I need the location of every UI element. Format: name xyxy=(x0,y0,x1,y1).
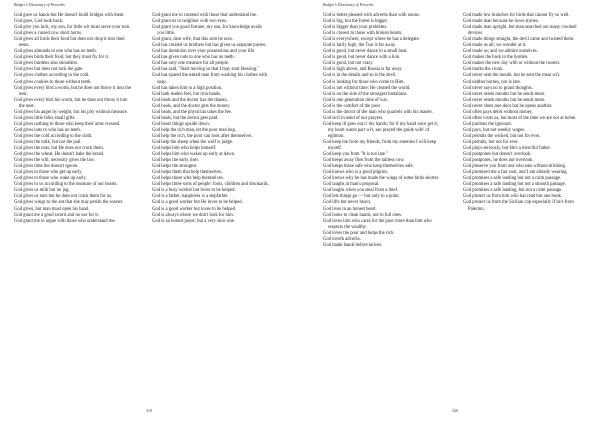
proverb-entry: God helps three sorts of people: fools, children and drunkards. xyxy=(152,182,270,188)
proverb-entry: God gives to those who wake up early. xyxy=(14,176,87,182)
proverb-entry: God gives little folks small gifts. xyxy=(14,115,76,121)
proverb-entry: God plays seriously, but He's a merciful father. xyxy=(463,146,551,152)
column-1 xyxy=(14,13,132,225)
proverb-entry: God promises a safe landing, but not a calm passage. xyxy=(463,188,563,194)
proverb-entry: God is better pleased with adverbs than with nouns. xyxy=(323,13,420,18)
proverb-entry: God heals, but the doctor gets paid. xyxy=(152,115,219,121)
page-number: 319 xyxy=(146,408,152,413)
proverb-entry: God makes the back to the burden. xyxy=(463,55,529,61)
proverb-entry: God grant me a good sword and no use for it. xyxy=(14,212,100,218)
proverb-entry: God gives a cursed cow short horns. xyxy=(14,31,83,37)
proverb-entry: God heals and the doctor has the thanks. xyxy=(152,97,228,103)
proverb-entry: God grant us to neighbor with two eyes. xyxy=(152,19,228,25)
proverb-entry: God never says no to grand thoughts. xyxy=(463,85,533,91)
proverb-entry: God made low branches for birds that cannot fly so well. xyxy=(463,13,570,18)
proverb-entry: God gives us nuts but he does not crack them for us. xyxy=(14,194,113,200)
proverb-entry: God gives his anger by weight, but his pity without measure. xyxy=(14,109,129,115)
proverb-entry: God preserve you from one who eats without drinking. xyxy=(463,164,566,170)
proverb-entry: God is not without time: He created the world. xyxy=(323,85,411,91)
proverb-entry: God loves him who cares for the poor more than him who respects the wealthy. xyxy=(323,218,432,230)
proverb-entry: God gives almonds to one who has no teeth. xyxy=(14,49,97,55)
proverb-entry: God gives to us according to the measure of our hearts. xyxy=(14,182,118,188)
proverb-entry: God loveth adverbs. xyxy=(323,236,361,242)
running-head: Bodger's Dictionary of Proverbs xyxy=(14,3,65,7)
proverb-entry: God protect us from him who has read but one book. xyxy=(463,194,563,200)
proverb-entry: God is everywhere, except where he has a delegate. xyxy=(323,37,420,43)
proverb-entry: God keeps those safe who keep themselves safe. xyxy=(323,164,414,170)
proverb-entry: God never sends mouths but he sends meat. xyxy=(463,91,546,97)
proverb-entry: God grant me to argue with those who understand me. xyxy=(14,218,116,224)
proverb-entry: God never sent the mouth, but he sent the meat wi't. xyxy=(463,73,561,79)
proverb-entry: God has only one measure for all people. xyxy=(152,61,230,67)
proverb-entry: God is a busy worker but loves to be helped. xyxy=(152,188,236,194)
proverb-entry: God keep you from "It is too late." xyxy=(323,152,389,158)
proverb-entry: God helps the strongest. xyxy=(152,164,198,170)
proverb-entry: God gives every bird his worm, but he does not throw it into the nest. xyxy=(14,97,128,109)
proverb-entry: God is in the details and so is the devil. xyxy=(323,73,397,79)
proverb-entry: God pays, but not weekly wages. xyxy=(463,127,526,133)
proverb-entry: God gives wings to the ant that she may perish the sooner. xyxy=(14,200,124,206)
proverb-entry: God is fairly high, the Tsar is far away. xyxy=(323,43,396,49)
proverb-entry: God is high above, and Russia is far away. xyxy=(323,67,403,73)
proverb-entry: God gives cookies to those without teeth. xyxy=(14,79,92,85)
proverb-entry: God helps him who wakes up early at dawn. xyxy=(152,152,236,158)
proverb-entry: God gives clothes according to the cold. xyxy=(14,73,90,79)
page-number: 320 xyxy=(452,408,458,413)
proverb-entry: God gives burdens also shoulders. xyxy=(14,61,79,67)
proverb-entry: God gives time but doesn't ignore. xyxy=(14,164,79,170)
proverb-entry: God is an honest payer, but a very slow one. xyxy=(152,218,235,224)
proverb-entry: God promised me a fair coat, and I am already wearing. xyxy=(463,170,568,176)
proverb-entry: God keeps away flies from the tailless cow. xyxy=(323,158,405,164)
proverb-entry: God gave, God took back. xyxy=(14,19,64,25)
proverb-entry: God laughs when you steal from a thief. xyxy=(323,188,399,194)
proverb-entry: God lifts but never heavy. xyxy=(323,200,372,206)
proverb-entry: God keep ill goes out o' my hands; for if my hand once get it, my heart wants part wi't, sae prayed the guide wife' of eglinton. xyxy=(323,121,439,139)
proverb-entry: God is good, but not crazy. xyxy=(323,61,374,67)
proverb-entry: God looks to clean hands, not to full ones. xyxy=(323,212,403,218)
proverb-entry: God lives in an honest heart. xyxy=(323,206,377,212)
proverb-entry: God made hands before knives. xyxy=(323,242,383,248)
proverb-entry: God gives the wheat, He doesn't bake the bread. xyxy=(14,152,105,158)
proverb-entry: God promises a safe landing but not a smooth passage. xyxy=(463,182,566,188)
proverb-entry: God has taken him to a high position. xyxy=(152,85,223,91)
proverb-entry: God pardons the ignorant. xyxy=(463,121,512,127)
proverb-entry: God lets things go — but only to a point. xyxy=(323,194,400,200)
proverb-entry: God is big, but the forest is bigger. xyxy=(323,19,388,25)
proverb-entry: God is a good worker but He loves to be helped. xyxy=(152,200,243,206)
proverb-entry: God postpones, he does not overlook. xyxy=(463,158,534,164)
proverb-entry: God grant, dear wife, that this sum be ours. xyxy=(152,37,234,43)
proverb-entry: God gives every bird a worm, but he does not throw it into the nest. xyxy=(14,85,131,97)
proverb-entry: God help the sheep when the wolf is judge. xyxy=(152,139,234,145)
proverb-entry: God help the rich man, let the poor man beg. xyxy=(152,127,236,133)
proverb-entry: God gives us milk but no jug. xyxy=(14,188,70,194)
proverb-entry: God help the rich, the poor can look after themselves. xyxy=(152,133,253,139)
proverb-entry: God made us all; we wonder at it. xyxy=(463,43,527,49)
proverb-entry: God often visits us, but most of the time we are not at home. xyxy=(463,115,577,121)
proverb-entry: God makes the new day with or without the rooster. xyxy=(463,61,561,67)
proverb-entry: God gives nothing to those who keep their arms crossed. xyxy=(14,121,121,127)
proverb-entry: God helps the early riser. xyxy=(152,158,199,164)
proverb-entry: God is one generation time of war. xyxy=(323,97,388,103)
proverb-entry: God is looking for those who come to Him. xyxy=(323,79,405,85)
proverb-entry: God gives the milk, but not the pail. xyxy=(14,139,82,145)
proverb-entry: God knows who is a good pilgrim. xyxy=(323,170,388,176)
proverb-entry: God heals, and the physician takes the fee. xyxy=(152,109,232,115)
proverb-entry: God gives but does not lock the gate. xyxy=(14,67,84,73)
proverb-entry: God hath leaden feet, but iron hands. xyxy=(152,91,222,97)
column-2 xyxy=(152,13,270,225)
proverb-entry: God loves the poor and helps the rich. xyxy=(323,230,395,236)
proverb-entry: God helps them that help themselves. xyxy=(152,170,223,176)
proverb-entry: God often pays debts without money. xyxy=(463,109,533,115)
proverb-entry: God helps those who help themselves. xyxy=(152,176,224,182)
proverb-entry: God permits, but not for ever. xyxy=(463,139,519,145)
proverb-entry: God gives all birds their food but does not drop it into their nests. xyxy=(14,37,125,49)
proverb-entry: God is on the side of the strongest battalions. xyxy=(323,91,408,97)
proverb-entry: God gives nuts to who has no teeth. xyxy=(14,127,81,133)
proverb-entry: God made man because he loves stories. xyxy=(463,19,539,25)
proverb-entry: God is a good worker but loves to be helped. xyxy=(152,206,237,212)
proverb-entry: God has given nuts to one who has no teeth. xyxy=(152,55,235,61)
column-1 xyxy=(323,13,441,249)
proverb-entry: God promises a safe landing but not a calm passage. xyxy=(463,176,562,182)
proverb-entry: God hears things upside down. xyxy=(152,121,210,127)
proverb-entry: God gives to those who get up early. xyxy=(14,170,83,176)
running-head: Bodger's Dictionary of Proverbs xyxy=(323,3,374,7)
proverb-entry: God grant me to contend with those that understand me. xyxy=(152,13,258,18)
proverb-entry: God protect us from the Sicilian cop especially if he's from Palermo. xyxy=(463,200,574,212)
proverb-entry: God is the doctor of the man who quarrels with his master. xyxy=(323,109,433,115)
proverb-entry: God never sends mouths but he sends meat. xyxy=(463,97,546,103)
proverb-entry: God never shuts one door but he opens another. xyxy=(463,103,553,109)
proverb-entry: God helps him who helps himself. xyxy=(152,146,217,152)
proverb-entry: God is a father, happiness is a stepfather. xyxy=(152,194,229,200)
proverb-entry: God gives the will, necessity gives the law. xyxy=(14,158,95,164)
proverb-entry: God give you luck, my son, for little wit must serve your turn. xyxy=(14,25,131,31)
proverb-entry: God gives, but man must open his hand. xyxy=(14,206,90,212)
proverb-entry: God is good, but never dance in a small boat. xyxy=(323,49,408,55)
proverb-entry: God knows why he has made the wings of some birds shorter. xyxy=(323,176,440,182)
proverb-entry: God has spared the naked man from washing his clothes with soap. xyxy=(152,73,268,85)
proverb-entry: God keep me from my friends; from my enemies I will keep myself. xyxy=(323,139,437,152)
proverb-entry: God is bigger than your problems. xyxy=(323,25,388,31)
proverb-entry: God made man upright, but man searched out many crooked devices. xyxy=(463,25,577,37)
proverb-entry: God gives the nuts, but He does not crack them. xyxy=(14,146,104,152)
proverb-entry: God isn't in need of our prayers. xyxy=(323,115,384,121)
proverb-entry: God gave us hands but He doesn't build bridges with them. xyxy=(14,13,125,18)
proverb-entry: God permits the wicked, but not for ever. xyxy=(463,133,541,139)
proverb-entry: God laughs at man's proposal. xyxy=(323,182,380,188)
proverb-entry: God marks the crook. xyxy=(463,67,504,73)
page-right xyxy=(300,0,600,424)
proverb-entry: God neither burnes, nor is late. xyxy=(463,79,521,85)
proverb-entry: God heals, and the doctor gets the money. xyxy=(152,103,231,109)
proverb-entry: God made us; and we admire ourselves. xyxy=(463,49,538,55)
proverb-entry: God gives birds their food, but they must fly for it. xyxy=(14,55,110,61)
proverb-entry: God is always where we don't look for him. xyxy=(152,212,234,218)
column-2 xyxy=(463,13,581,213)
proverb-entry: God made things straight, the devil came and twisted them. xyxy=(463,37,575,43)
proverb-entry: God has dominion over your possessions and your life. xyxy=(152,49,256,55)
proverb-entry: God grant you good fortune, my son, for knowledge avails you little. xyxy=(152,25,263,37)
proverb-entry: God is closest to those with broken hearts. xyxy=(323,31,403,37)
proverb-entry: God is the comfort of the poor. xyxy=(323,103,381,109)
proverb-entry: God has created us brothers but has given us separate purses. xyxy=(152,43,267,49)
proverb-entry: God has said, "Start moving so that I may start blessing." xyxy=(152,67,260,73)
proverb-entry: God postpones but doesn't overlook. xyxy=(463,152,532,158)
proverb-entry: God gives the cold according to the cloth. xyxy=(14,133,93,139)
proverb-entry: God is good, but never dance with a lion. xyxy=(323,55,401,61)
